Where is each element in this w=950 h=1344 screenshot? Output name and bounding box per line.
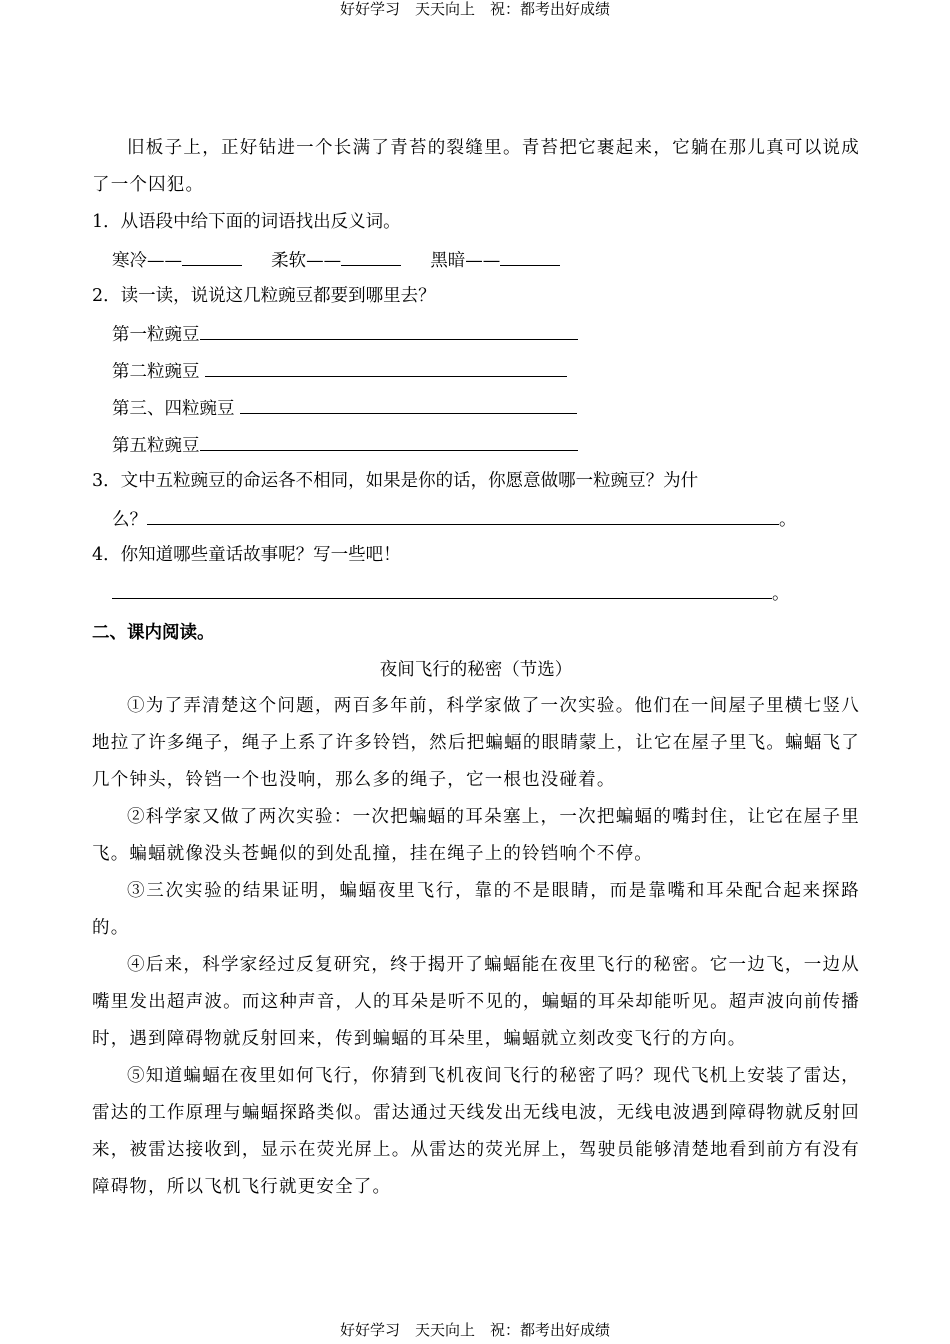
- q4-stem: 4．你知道哪些童话故事呢？写一些吧！: [92, 545, 401, 565]
- q2-label-1: 第一粒豌豆: [112, 325, 200, 345]
- q2-answer-blank-4[interactable]: [200, 426, 578, 451]
- q2-line-1: [112, 315, 578, 354]
- passage-tail: 旧板子上，正好钻进一个长满了青苔的裂缝里。青苔把它裹起来，它躺在那儿真可以说成了一个囚犯。: [92, 138, 860, 195]
- q2-line-3: [112, 389, 577, 428]
- q2-answer-blank-1[interactable]: [200, 315, 578, 340]
- q2-label-3: 第三、四粒豌豆: [112, 399, 235, 419]
- passage-body: [92, 688, 860, 1206]
- q2-label-2: 第二粒豌豆: [112, 362, 200, 382]
- q1-item-3: 黑暗——: [430, 251, 501, 271]
- q3-stem: 3．文中五粒豌豆的命运各不相同，如果是你的话，你愿意做哪一粒豌豆？为什: [92, 471, 699, 491]
- q2-answer-blank-2[interactable]: [205, 352, 567, 377]
- q3-period: 。: [779, 510, 797, 530]
- page-header: 好好学习 天天向上 祝：都考出好成绩: [339, 0, 610, 18]
- q1-answer-blank-3[interactable]: [500, 241, 560, 266]
- passage-title: 夜间飞行的秘密（节选）: [379, 660, 573, 680]
- passage-paragraph-4: ④后来，科学家经过反复研究，终于揭开了蝙蝠能在夜里飞行的秘密。它一边飞，一边从嘴里发出超声波。而这种声音，人的耳朵是听不见的，蝙蝠的耳朵却能听见。超声波向前传播时，遇到障碍物就反射回来，传到蝙蝠的耳朵里，蝙蝠就立刻改变飞行的方向。: [92, 955, 860, 1049]
- passage-paragraph-5: ⑤知道蝙蝠在夜里如何飞行，你猜到飞机夜间飞行的秘密了吗？现代飞机上安装了雷达，雷达的工作原理与蝙蝠探路类似。雷达通过天线发出无线电波，无线电波遇到障碍物就反射回来，被雷达接收到，显示在荧光屏上。从雷达的荧光屏上，驾驶员能够清楚地看到前方有没有障碍物，所以飞机飞行就更安全了。: [92, 1066, 860, 1197]
- q2-answer-blank-3[interactable]: [240, 389, 577, 414]
- q2-line-4: [112, 426, 578, 465]
- q1-item-1: 寒冷——: [112, 251, 182, 271]
- q1-items: [112, 241, 560, 280]
- q1-item-2: 柔软——: [271, 251, 342, 271]
- q3-cont: 么？: [112, 510, 147, 530]
- passage-paragraph-2: ②科学家又做了两次实验：一次把蝙蝠的耳朵塞上，一次把蝙蝠的嘴封住，让它在屋子里飞。蝙蝠就像没头苍蝇似的到处乱撞，挂在绳子上的铃铛响个不停。: [92, 807, 860, 864]
- q3-line-2: [112, 500, 797, 539]
- q1-answer-blank-1[interactable]: [182, 241, 242, 266]
- q2-stem: 2．读一读，说说这几粒豌豆都要到哪里去？: [92, 286, 436, 306]
- q1-stem: 1．从语段中给下面的词语找出反义词。: [92, 212, 401, 232]
- passage-paragraph-3: ③三次实验的结果证明，蝙蝠夜里飞行，靠的不是眼睛，而是靠嘴和耳朵配合起来探路的。: [92, 881, 860, 938]
- q1-answer-blank-2[interactable]: [341, 241, 401, 266]
- passage-paragraph-1: ①为了弄清楚这个问题，两百多年前，科学家做了一次实验。他们在一间屋子里横七竖八地拉了许多绳子，绳子上系了许多铃铛，然后把蝙蝠的眼睛蒙上，让它在屋子里飞。蝙蝠飞了几个钟头，铃铛一个也没响，那么多的绳子，它一根也没碰着。: [92, 696, 860, 790]
- q2-label-4: 第五粒豌豆: [112, 436, 200, 456]
- page-footer: 好好学习 天天向上 祝：都考出好成绩: [339, 1321, 610, 1339]
- q4-line-2: [112, 574, 790, 613]
- q2-line-2: [112, 352, 567, 391]
- q4-answer-blank[interactable]: [112, 574, 772, 599]
- q4-period: 。: [772, 584, 790, 604]
- q3-answer-blank[interactable]: [147, 500, 779, 525]
- section2-heading: 二、课内阅读。: [92, 623, 215, 643]
